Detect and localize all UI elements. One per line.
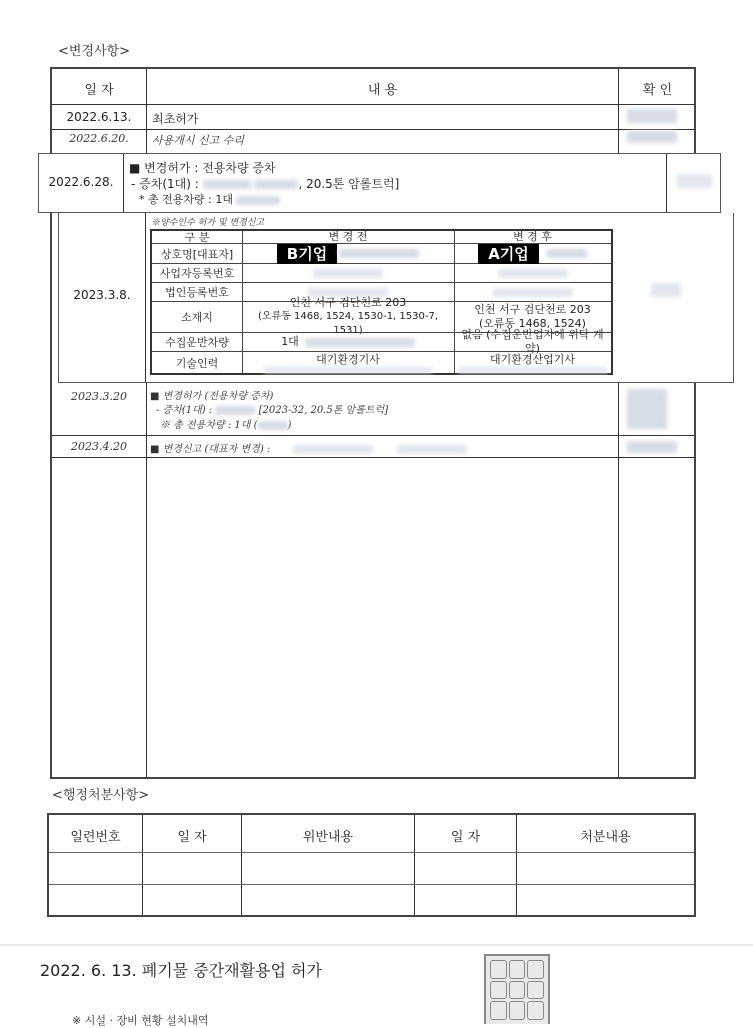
admin-header-action-date: 일 자 — [450, 830, 481, 845]
confirm-signature — [627, 441, 677, 453]
staff-before: 대기환경기사 — [316, 352, 380, 366]
row-5-line-2-label: - 증차(1대) : — [156, 405, 213, 416]
header-confirm: 확 인 — [642, 83, 673, 98]
tt-after-business-no — [454, 264, 611, 282]
tt-label-technical-staff: 기술인력 — [152, 352, 243, 373]
row-2-content: 사용개시 신고 수리 — [152, 134, 245, 147]
row-3-heading: ■ 변경허가 : 전용차량 증차 — [129, 161, 276, 175]
row-5-line-3: ※ 총 전용차량 : 1대 ( ) — [160, 420, 292, 431]
redacted-reg — [254, 180, 298, 189]
official-seal-icon — [484, 954, 550, 1024]
tt-after-company — [454, 244, 611, 263]
row-6-content — [150, 440, 467, 455]
row-5-date: 2023.3.20 — [71, 390, 127, 403]
tt-after-technical-staff — [454, 352, 611, 373]
company-before-redaction: B기업 — [277, 244, 337, 264]
row-6-text: ■ 변경신고 (대표자 변경) : — [150, 444, 271, 455]
tt-label-address: 소재지 — [152, 302, 243, 332]
page-break — [0, 944, 753, 947]
tt-header-after: 변 경 후 — [513, 230, 552, 243]
change-row-2022-6-28 — [38, 153, 721, 213]
row-1-date: 2022.6.13. — [66, 110, 132, 124]
redacted-plate — [305, 338, 415, 347]
confirm-signature — [677, 174, 712, 188]
next-page-subline: ※ 시설 · 장비 현황 설치내역 — [72, 1014, 209, 1027]
redacted-plate — [258, 421, 288, 430]
row-6-date: 2023.4.20 — [71, 440, 127, 453]
tt-before-business-no — [242, 264, 455, 282]
address-after-line-1: 인천 서구 검단천로 203 — [474, 303, 591, 316]
tt-after-corp-no — [454, 283, 611, 301]
tt-label-vehicles: 수집운반차량 — [152, 333, 243, 351]
header-content: 내 용 — [367, 83, 398, 98]
tt-label-business-no: 사업자등록번호 — [152, 264, 243, 282]
admin-actions-table — [47, 813, 696, 917]
row-3-date: 2022.6.28. — [48, 175, 114, 189]
change-history-title: <변경사항> — [58, 44, 131, 59]
admin-header-violation: 위반내용 — [302, 830, 354, 845]
tt-before-vehicles — [242, 333, 455, 351]
row-3-line-2: - 증차(1대) : , 20.5톤 암롤트럭] — [131, 177, 400, 191]
row-4-note: ※양수인수 허가 및 변경신고 — [151, 218, 265, 228]
address-before-line-2: (오류동 1468, 1524, 1530-1, 1530-7, 1531) — [257, 311, 439, 336]
tt-label-corp-no: 법인등록번호 — [152, 283, 243, 301]
confirm-signature — [651, 283, 681, 297]
row-5-line-2-detail: [2023-32, 20.5톤 암롤트럭] — [258, 405, 389, 416]
redacted-plate — [236, 196, 280, 205]
tt-before-address — [242, 296, 455, 336]
tt-before-company — [242, 244, 455, 263]
admin-header-action: 처분내용 — [580, 830, 631, 845]
confirm-signature — [627, 389, 667, 429]
row-3-addition-label: - 증차(1대) : — [131, 177, 199, 191]
redacted-staff — [263, 367, 433, 373]
admin-header-date: 일 자 — [177, 830, 207, 845]
staff-after: 대기환경산업기사 — [489, 352, 575, 366]
row-3-line-1 — [129, 159, 276, 176]
row-5-line-3-text: ※ 총 전용차량 : 1대 ( — [160, 420, 258, 431]
tt-header-category: 구 분 — [152, 231, 243, 243]
tt-before-technical-staff — [242, 352, 455, 373]
confirm-signature — [627, 109, 677, 123]
transfer-table — [150, 229, 613, 375]
company-after-redaction: A기업 — [478, 244, 539, 264]
redacted-representative — [547, 249, 587, 258]
tt-label-company: 상호명[대표자] — [152, 244, 243, 263]
tt-after-vehicles: 없음 (수집운반업자에 위탁 계약) — [461, 328, 604, 355]
row-4-date: 2023.3.8. — [73, 288, 131, 302]
redacted-before — [293, 445, 373, 454]
row-1-content: 최초허가 — [152, 112, 199, 126]
row-5-line-2 — [156, 401, 388, 416]
admin-header-serial: 일련번호 — [70, 830, 121, 845]
redacted-plate — [203, 180, 251, 189]
address-after-line-2: (오류동 1468, 1524) — [479, 317, 586, 330]
header-date: 일 자 — [84, 83, 114, 98]
row-3-total: * 총 전용차량 : 1대 — [139, 193, 233, 206]
admin-actions-title: <행정처분사항> — [52, 788, 150, 803]
redacted-representative — [339, 249, 419, 258]
redacted-value — [313, 269, 383, 278]
row-5-line-1: ■ 변경허가 (전용차량 증차) — [150, 391, 274, 402]
row-3-truck: 20.5톤 암롤트럭] — [306, 177, 400, 191]
redacted-plate — [215, 406, 255, 415]
tt-header-before: 변 경 전 — [242, 231, 455, 243]
redacted-staff — [458, 367, 608, 373]
row-2-date: 2022.6.20. — [69, 132, 129, 145]
row-3-line-3 — [139, 191, 280, 207]
address-before-line-1: 인천 서구 검단천로 203 — [289, 296, 407, 309]
vehicles-before: 1대 — [281, 335, 299, 348]
redacted-after — [397, 445, 467, 454]
next-page-heading: 2022. 6. 13. 폐기물 중간재활용업 허가 — [40, 961, 322, 980]
confirm-signature — [627, 131, 677, 143]
redacted-value — [498, 269, 568, 278]
redacted-value — [493, 288, 573, 297]
